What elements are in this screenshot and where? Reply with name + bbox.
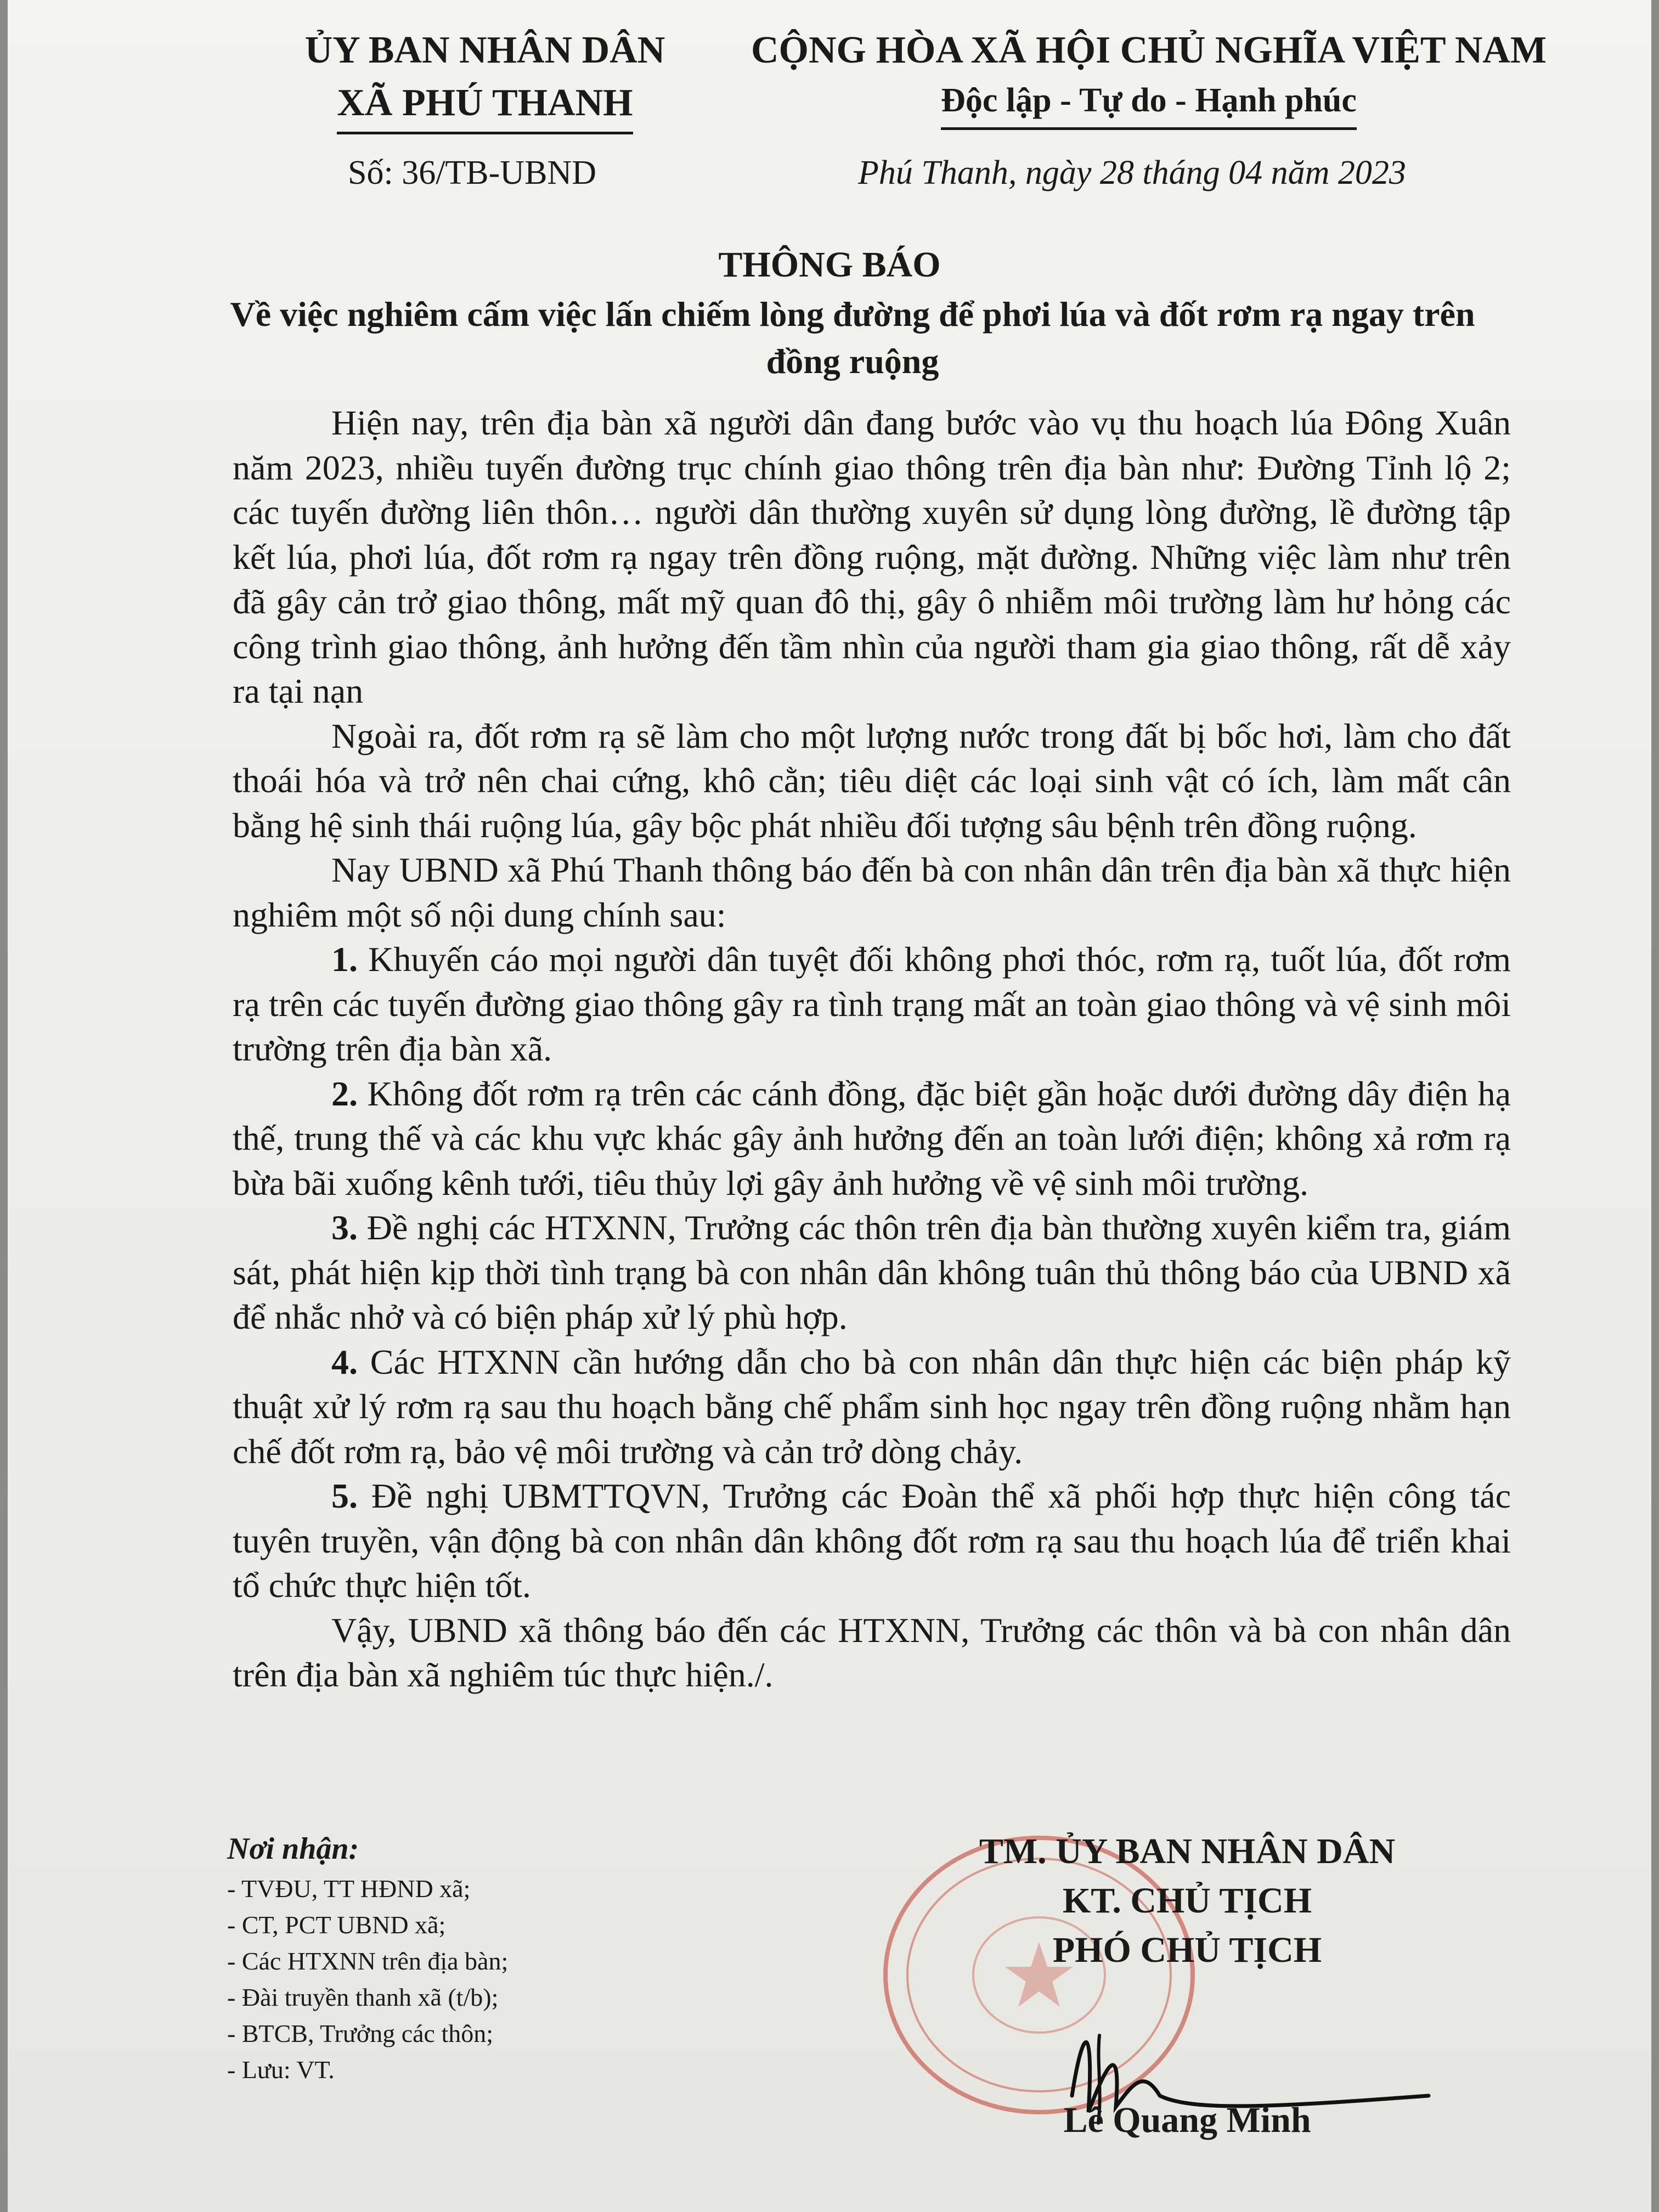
item-text: Các HTXNN cần hướng dẫn cho bà con nhân dân thực hiện các biện pháp kỹ thuật xử lý rơm rạ sau thu hoạch bằng chế phẩm sinh học ngay trên đồng ruộng nhằm hạn chế đốt rơm rạ, bảo vệ môi trường và cản trở dòng chảy. [233, 1342, 1511, 1471]
paragraph: Nay UBND xã Phú Thanh thông báo đến bà con nhân dân trên địa bàn xã thực hiện nghiêm một số nội dung chính sau: [233, 850, 1511, 934]
signer-name: Lê Quang Minh [1063, 2100, 1311, 2140]
nation-header [721, 24, 1577, 130]
recipient-item: - Đài truyền thanh xã (t/b); [227, 1983, 499, 2011]
list-item [233, 937, 1511, 1071]
document-number: Số: 36/TB-UBND [348, 154, 596, 191]
paragraph: Hiện nay, trên địa bàn xã người dân đang bước vào vụ thu hoạch lúa Đông Xuân năm 2023, nhiều tuyến đường trục chính giao thông trên địa bàn như: Đường Tỉnh lộ 2; các tuyến đường liên thôn… người dân thường xuyên sử dụng lòng đường, lề đường tập kết lúa, phơi lúa, đốt rơm rạ ngay trên đồng ruộng, mặt đường. Những việc làm như trên đã gây cản trở giao thông, mất mỹ quan đô thị, gây ô nhiễm môi trường làm hư hỏng các công trình giao thông, ảnh hưởng đến tầm nhìn của người tham gia giao thông, rất dễ xảy ra tại nạn [233, 403, 1511, 710]
signer-capacity: KT. CHỦ TỊCH [1062, 1881, 1312, 1921]
signer-title: PHÓ CHỦ TỊCH [1052, 1930, 1322, 1970]
item-number: 2. [331, 1074, 358, 1113]
agency-line2: XÃ PHÚ THANH [337, 77, 633, 134]
recipient-item: - BTCB, Trưởng các thôn; [227, 2019, 493, 2047]
agency-header [238, 24, 732, 134]
recipients-block [227, 1827, 776, 2088]
recipient-item: - CT, PCT UBND xã; [227, 1911, 446, 1939]
document-body [233, 400, 1511, 1697]
signature-block [885, 1827, 1489, 1975]
list-item [233, 1474, 1511, 1608]
place-date: Phú Thanh, ngày 28 tháng 04 năm 2023 [858, 154, 1406, 191]
item-number: 5. [331, 1476, 358, 1515]
item-number: 1. [331, 940, 358, 979]
paragraph: Ngoài ra, đốt rơm rạ sẽ làm cho một lượng nước trong đất bị bốc hơi, làm cho đất thoái hóa và trở nên chai cứng, khô cằn; tiêu diệt các loại sinh vật có ích, làm mất cân bằng hệ sinh thái ruộng lúa, gây bộc phát nhiều đối tượng sâu bệnh trên đồng ruộng. [233, 716, 1511, 845]
item-number: 3. [331, 1208, 358, 1247]
document-title: THÔNG BÁO [718, 245, 941, 285]
recipient-item: - TVĐU, TT HĐND xã; [227, 1875, 471, 1903]
item-text: Không đốt rơm rạ trên các cánh đồng, đặc biệt gần hoặc dưới đường dây điện hạ thế, trung thế và các khu vực khác gây ảnh hưởng đến an toàn lưới điện; không xả rơm rạ bừa bãi xuống kênh tưới, tiêu thủy lợi gây ảnh hưởng về vệ sinh môi trường. [233, 1074, 1511, 1203]
closing-paragraph: Vậy, UBND xã thông báo đến các HTXNN, Trưởng các thôn và bà con nhân dân trên địa bàn xã nghiêm túc thực hiện./. [233, 1610, 1511, 1694]
list-item [233, 1205, 1511, 1340]
item-text: Đề nghị UBMTTQVN, Trưởng các Đoàn thể xã phối hợp thực hiện công tác tuyên truyền, vận động bà con nhân dân không đốt rơm rạ sau thu hoạch lúa để triển khai tổ chức thực hiện tốt. [233, 1476, 1511, 1605]
item-text: Khuyến cáo mọi người dân tuyệt đối không phơi thóc, rơm rạ, tuốt lúa, đốt rơm rạ trên các tuyến đường giao thông gây ra tình trạng mất an toàn giao thông và vệ sinh môi trường trên địa bàn xã. [233, 940, 1511, 1068]
list-item [233, 1071, 1511, 1206]
recipient-item: - Lưu: VT. [227, 2056, 335, 2084]
item-number: 4. [331, 1342, 358, 1381]
recipient-item: - Các HTXNN trên địa bàn; [227, 1947, 509, 1975]
recipients-title: Nơi nhận: [227, 1832, 359, 1866]
nation-line1: CỘNG HÒA XÃ HỘI CHỦ NGHĨA VIỆT NAM [751, 29, 1547, 71]
list-item [233, 1340, 1511, 1474]
nation-motto: Độc lập - Tự do - Hạnh phúc [941, 77, 1357, 130]
item-text: Đề nghị các HTXNN, Trưởng các thôn trên địa bàn thường xuyên kiểm tra, giám sát, phát hiện kịp thời tình trạng bà con nhân dân không tuân thủ thông báo của UBND xã để nhắc nhở và có biện pháp xử lý phù hợp. [233, 1208, 1511, 1336]
signer-org: TM. ỦY BAN NHÂN DÂN [979, 1831, 1396, 1871]
document-subtitle: Về việc nghiêm cấm việc lấn chiếm lòng đường để phơi lúa và đốt rơm rạ ngay trên đồng ruộng [230, 295, 1475, 381]
document-page [8, 0, 1651, 2212]
agency-line1: ỦY BAN NHÂN DÂN [304, 29, 665, 71]
